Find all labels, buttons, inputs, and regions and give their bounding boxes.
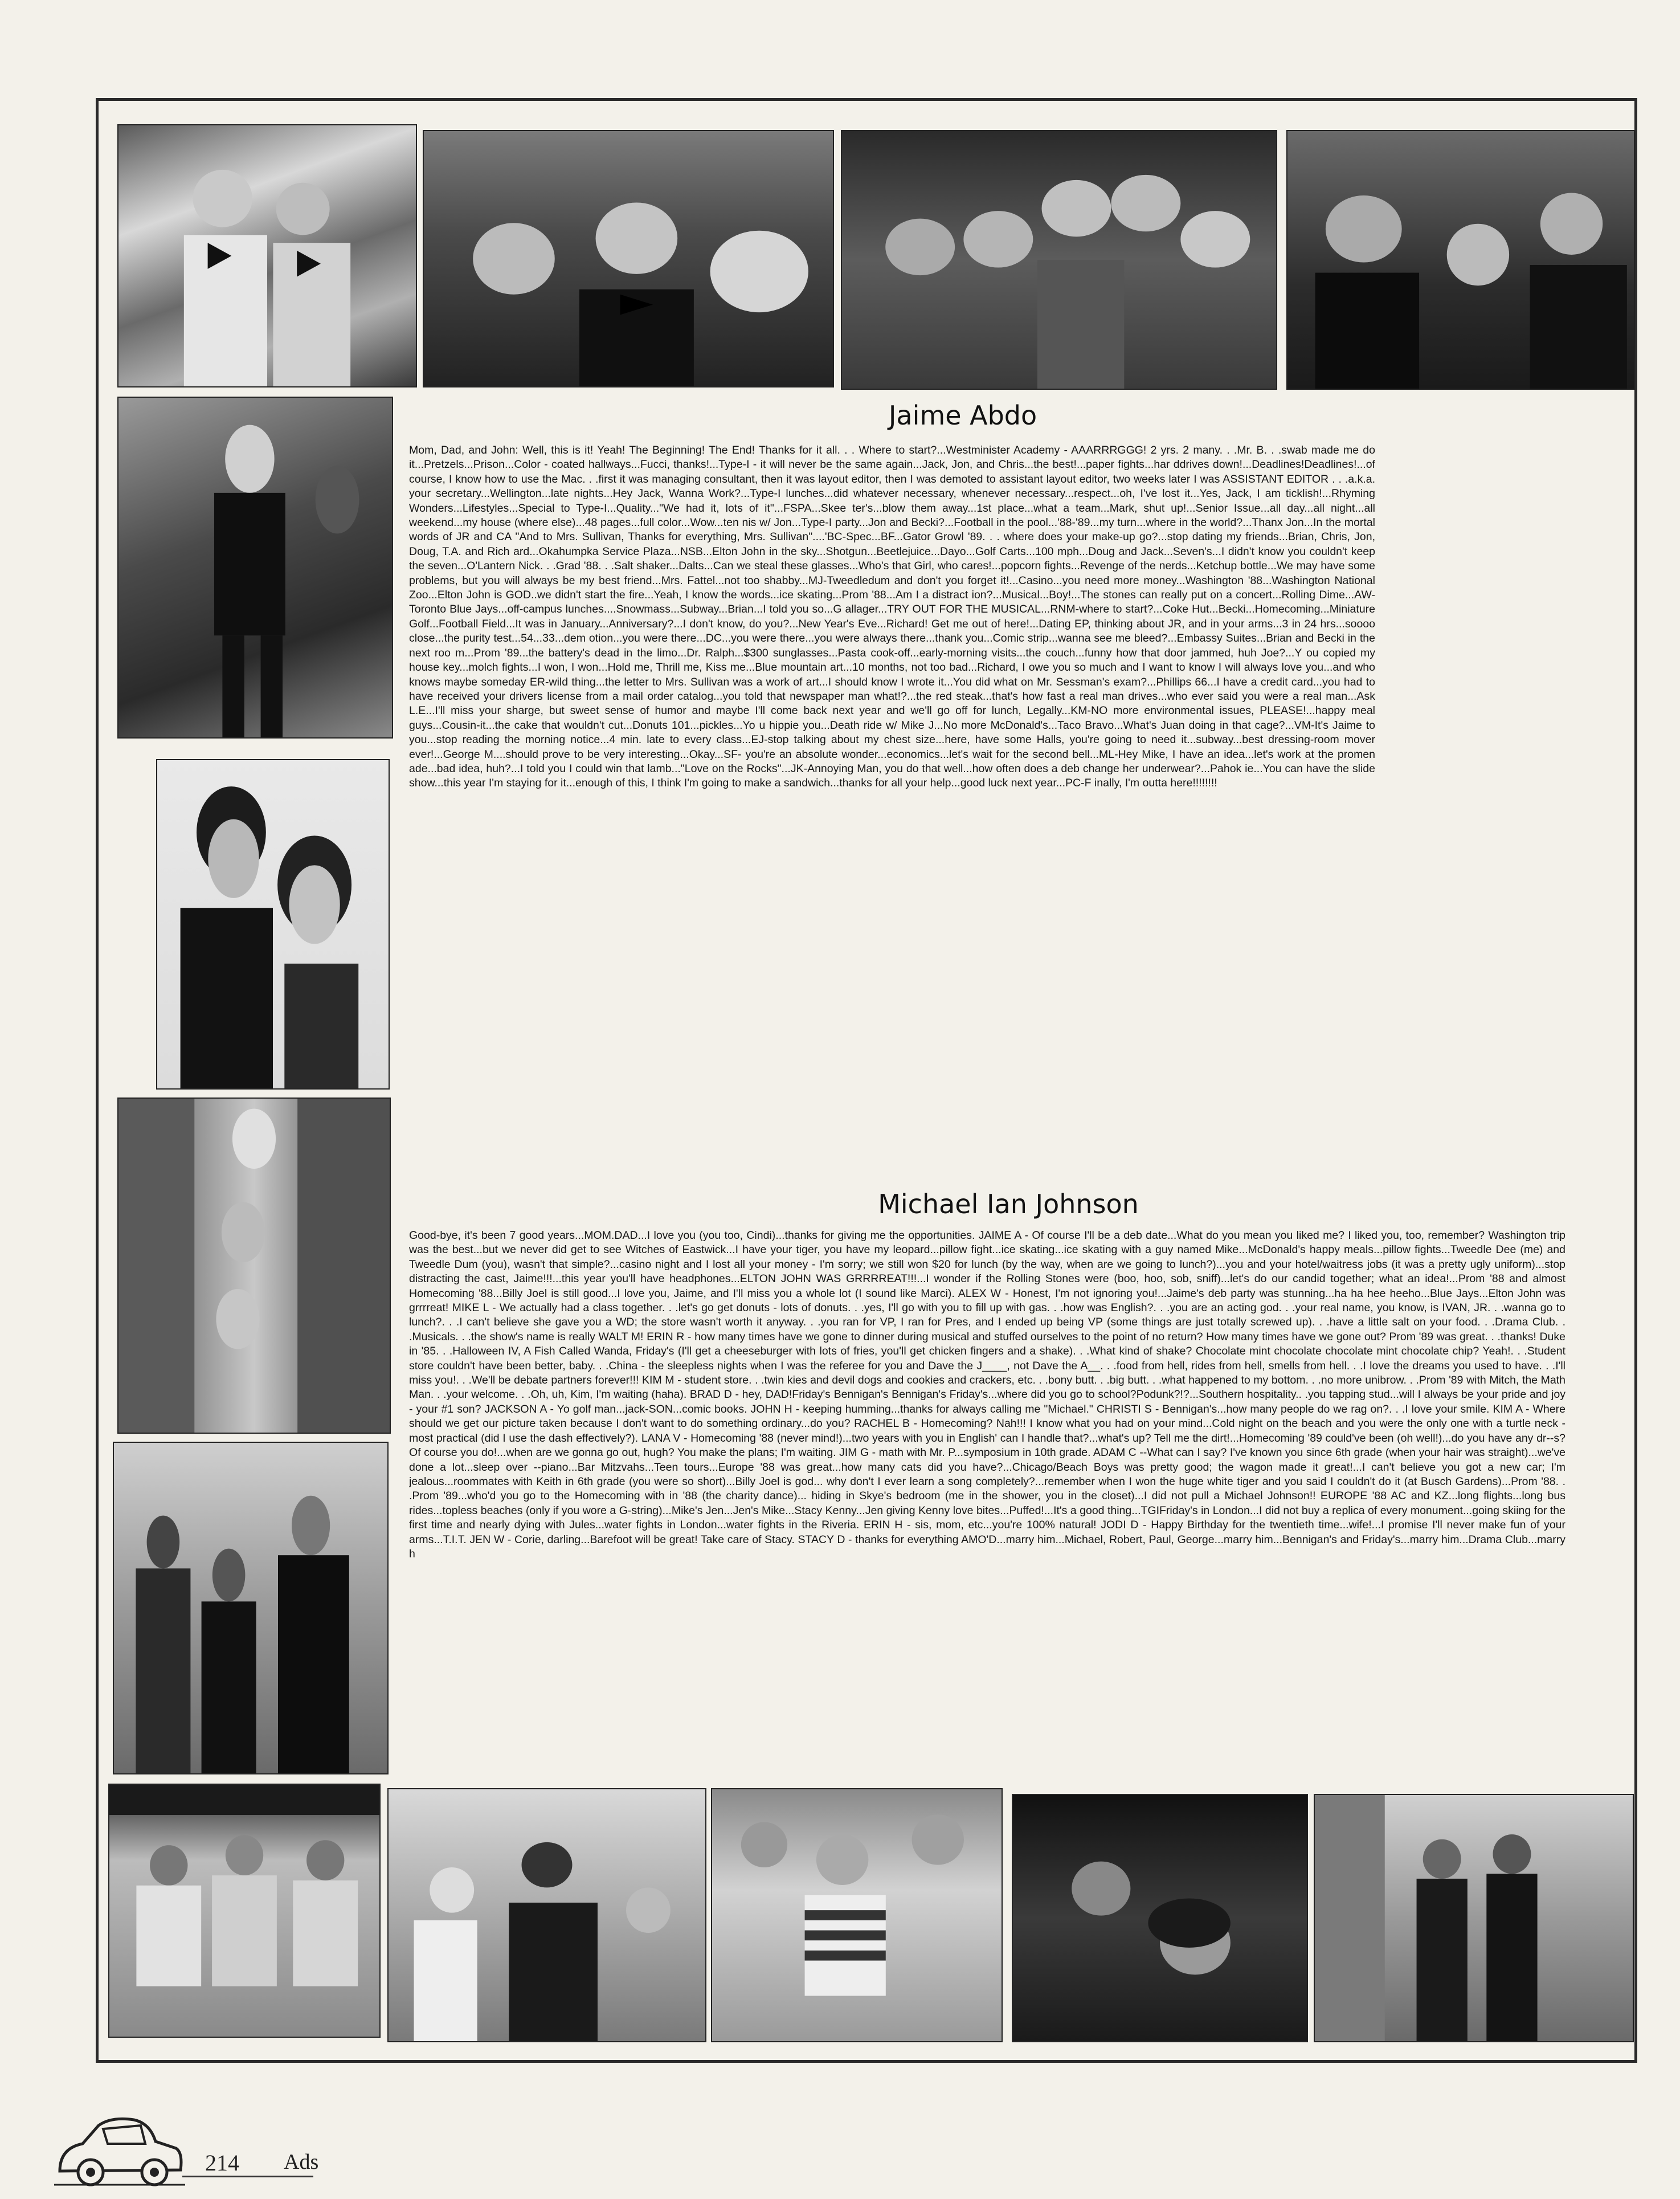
page-number: 214: [205, 2150, 239, 2176]
photo-group-hug: [841, 130, 1277, 390]
photo-trio-outdoors: [113, 1442, 389, 1774]
photo-party-candid: [1012, 1794, 1308, 2042]
photo-prom-trio: [423, 130, 834, 387]
photo-formal-group: [1286, 130, 1635, 390]
photo-kitchen-friends: [387, 1788, 706, 2042]
entry-heading: Jaime Abdo: [888, 400, 1037, 431]
photo-dance-party: [117, 397, 393, 739]
photo-suits-pair: [1314, 1794, 1634, 2042]
entry-heading: Michael Ian Johnson: [878, 1189, 1139, 1219]
photo-tree-friends: [117, 1098, 391, 1434]
photo-prom-couple: [156, 759, 390, 1090]
photo-children: [711, 1788, 1003, 2042]
entry-message: Good-bye, it's been 7 good years...MOM.DAD...I love you (you too, Cindi)...thanks for giving me the opportunities. JAIME A - Of course I'll be a deb date...What do you mean you liked me? I liked you, too, remember? Washington trip was the best...but we never did get to see Witches of Eastwick...I have your tiger, you have my leopard...pillow fight...ice skating...ice skating with a guy named Mike...McDonald's happy meals...pillow fights...Tweedle Dee (me) and Tweedle Dum (you), wasn't that simple?...casino night and I lost all your money - I'm sorry; we still won $20 for lunch (by the way, when are we going to lunch?)...you and your hotel/waitress jobs (it was a pretty ugly uniform)...stop distracting the cast, Jaime!!!...this year you'll have headphones...ELTON JOHN WAS GRRRREAT!!!...I wonder if the Rolling Stones were (boo, hoo, sob, sniff)...let's do our candid together; what an idea!...Prom '88 and almost Homecoming '88...Billy Joel is still good...I love you, Jaime, and I'll miss you a whole lot (I sound like Marci). ALEX W - Honest, I'm not ignoring you!...Jaime's deb party was stunning...ha ha hee heeho...Blue Jays...Elton John was grrrreat! MIKE L - We actually had a class together. . .let's go get donuts - lots of donuts. . .yes, I'll go with you to fill up with gas. . .how was English?. . .you are an acting god. . .your real name, you know, is IVAN, JR. . .wanna go to lunch?. . .I can't believe she gave you a WD; the store wasn't worth it anyway. . .you ran for VP, I ran for Pres, and I ended up being VP (some things are just totally screwed up). . .have a little salt on your food. . .Drama Club. . .Musicals. . .the show's name is really WALT M! ERIN R - how many times have we gone to dinner during musical and stuffed ourselves to the point of no return? How many times have we gone out? Prom '89 was great. . .thanks! Duke in '85. . .Halloween IV, A Fish Called Wanda, Friday's (I'll get a cheeseburger with lots of fries, you'll get chicken fingers and a shake). . .What kind of shake? Chocolate mint chocolate chocolate mint chocolate chip? Yeah!. . .Student store couldn't have been better, baby. . .China - the sleepless nights when I was the referee for you and Dave the J____, not Dave the A__. . .food from hell, rides from hell, smells from hell. . .I love the dreams you used to have. . .I'll miss you!. . .We'll be debate partners forever!!! KIM M - student store. . .twin kies and devil dogs and cookies and crackers, etc. . .bony butt. . .big butt. . .what happened to my bottom. . .no more unibrow. . .Prom '89 with Mitch, the Math Man. . .your welcome. . .Oh, uh, Kim, I'm waiting (haha). BRAD D - hey, DAD!Friday's Bennigan's Bennigan's Friday's...where did you go to school?Podunk?!?...Southern hospitality.. .you tapping stud...will I always be your pride and joy - your #1 son? JACKSON A - Yo golf man...jack-SON...comic books. JOHN H - keeping humming...thanks for always calling me "Michael." CHRISTI S - Bennigan's...how many people do we rag on?. . .I love your smile. KIM A - Where should we get our picture taken because I don't want to do something ordinary...do you? RACHEL B - Homecoming? Nah!!! I know what you had on your mind...Cold night on the beach and you were the only one with a turtle neck - most practical (did I use the dash effectively?). LANA V - Homecoming '88 (never mind!)...two years with you in English' can I handle that?...what's up? Tell me the dirt!...Homecoming '89 could've been (oh well!)...do you have any dr--s? Of course you do!...when are we gonna go out, hugh? You make the plans; I'm waiting. JIM G - math with Mr. P...symposium in 10th grade. ADAM C --What can I say? I've known you since 6th grade (when your hair was straight)...we've done a lot...sleep over --piano...Bar Mitzvahs...Teen tours...Europe '88 was great...how many cats did you have?...Chicago/Beach Boys was pretty good; the wagon made it great!...I can't believe you got a new car; I'm jealous...roommates with Keith in 6th grade (you were so short)...Billy Joel is god... why don't I ever learn a song completely?...remember when I won the huge white tiger and you said I couldn't do it (at Busch Gardens)...Prom '88. . .Prom '89...who'd you go to the Homecoming with in '88 (the charity dance)... hiding in Skye's bedroom (me in the shower, you in the closet)...I did not pull a Michael Johnson!! EUROPE '88 AC and KZ...long flights...long bus rides...topless beaches (only if you wore a G-string)...Mike's Jen...Jen's Mike...Stacy Kenny...Jen giving Kenny love bites...Puffed!...It's a good thing...TGIFriday's in London...I did not buy a replica of every monument...going skiing for the first time and nearly dying with Jules...water fights in London...water fights in the Riveria. ERIN H - sis, mom, etc...you're 100% natural! JODI D - Happy Birthday for the twentieth time...wife!...I promise I'll never make fun of your arms...T.I.T. JEN W - Corie, darling...Barefoot will be great! Take care of Stacy. STACY D - thanks for everything AMO'D...marry him...Michael, Robert, Paul, George...marry him...Bennigan's and Friday's...marry him...Drama Club...marry h: [409, 1229, 1565, 1560]
entry-message: Mom, Dad, and John: Well, this is it! Yeah! The Beginning! The End! Thanks for it all. . . Where to start?...Westminister Academy - AAARRRGGG! 2 yrs. 2 many. . .Mr. B. . .swab made me do it...Pretzels...Prison...Color - coated hallways...Fucci, thanks!...Type-I - it will never be the same again...Jack, Jon, and Chris...the best!...paper fights...har ddrives down!...Deadlines!Deadlines!...of course, I know how to use the Mac. . .first it was managing consultant, then it was layout editor, then I was demoted to assistant layout editor, two weeks later I was ASSISTANT EDITOR . . .a.k.a. your secretary...Wellington...late nights...Hey Jack, Wanna Work?...Type-I lunches...did whatever necessary, whenever necessary...respect...oh, I've lost it...Yes, Jack, I am ticklish!...Rhyming Wonders...Lifestyles...Special to Type-I...Quality..."We had it, lots of it"...FSPA...Skee ter's...blow them away...1st place...what a team...Mark, shut up!...Senior Issue...all day...all night...all weekend...my house (where else)...48 pages...full color...Wow...ten nis w/ Jon...Type-I party...Jon and Becki?...Football in the pool...'88-'89...my turn...where in the world?...Thanx Jon...In the mortal words of JR and CA "And to Mrs. Sullivan, Thanks for everything, Mrs. Sullivan"....'BC-Spec...BF...Gator Growl '89. . . where does your make-up go?...stop dating my friends...Brian, Chris, Jon, Doug, T.A. and Rich ard...Okahumpka Service Plaza...NSB...Elton John in the sky...Shotgun...Beetlejuice...Dayo...Golf Carts...100 mph...Doug and Jack...Seven's...I didn't know you couldn't keep the seven...O'Lantern Nick. . .Grad '88. . .Salt shaker...Dalts...Can we steal these glasses...Who's that Girl, who cares!...popcorn fights...Revenge of the nerds...Ketchup bottle...We may have some problems, but you will always be my best friend...Mrs. Fattel...not too shabby...MJ-Tweedledum and don't you forget it!...Casino...you need more money...Washington '88...Washington National Zoo...Elton John is GOD..we didn't start the fire...Yeah, I know the words...ice skating...Prom '88...Am I a distract ion?...Musical...Boy!...The stones can really put on a concert...Rolling Dime...AW-Toronto Blue Jays...off-campus lunches....Snowmass...Subway...Brian...I told you so...G allager...TRY OUT FOR THE MUSICAL...RNM-where to start?...Coke Hut...Becki...Homecoming...Miniature Golf...Football Field...It was in January...Anniversary?...I don't know, do you?...New Year's Eve...Richard! Get me out of here!...Dating EP, thinking about JR, and in your arms...3 in 24 hrs...soooo close...the purity test...54...33...dem otion...you were there...DC...you were there...you were always there...thank you...Comic strip...wanna see me bleed?...Embassy Suites...Brian and Becki in the next roo m...Prom '89...the battery's dead in the limo...Dr. Ralph...$300 sunglasses...Pasta cook-off...early-morning visits...the couch...funny how that door jammed, huh Joe?...Y ou copied my house key...molch fights...I won, I won...Hold me, Thrill me, Kiss me...Blue mountain art...10 months, not too bad...Richard, I owe you so much and I want to know I will always love you...and who knows maybe someday ER-wild thing...the letter to Mrs. Sullivan was a work of art...I should know I wrote it...You did what on Mr. Sessman's exam?...Phillips 66...I have a credit card...you had to have received your drivers license from a mail order catalog...you told that newspaper man what!?...the red steak...that's how fast a real man drives...who ever said you were a real man...Ask L.E...I'll miss your sharge, but sweet sense of humor and maybe I'll come back next year and we'll go off for lunch, Legally...KM-NO more environmental issues, PLEASE!...happy meal guys...Cousin-it...the cake that wouldn't cut...Donuts 101...pickles...Yo u hippie you...Death ride w/ Mike J...No more McDonald's...Taco Bravo...What's Juan doing in that cage?...VM-It's Jaime to you...stop reading the morning notice...4 min. late to every class...EJ-stop talking about my chest size...here, have some Halls, you're going to need it...subway...best dressing-room mover ever!...George M....should prove to be very interesting...Okay...SF- you're an absolute wonder...economics...let's wait for the second bell...ML-Hey Mike, I have an idea...let's work at the promen ade...bad idea, huh?...I told you I could win that lamb..."Love on the Rocks"...JK-Annoying Man, you do that well...how often does a deb change her underwear?...Pahok ie...You can have the slide show...this year I'm staying for it...enough of this, I think I'm going to make a sandwich...thanks for all your help...good luck next year...PC-F inally, I'm outta here!!!!!!!!: [409, 444, 1375, 790]
car-icon: [54, 2108, 185, 2188]
photo-costume-pair: [117, 124, 417, 387]
footer-rule: [182, 2176, 313, 2177]
photo-store-group: [108, 1784, 381, 2038]
section-name: Ads: [284, 2150, 319, 2174]
